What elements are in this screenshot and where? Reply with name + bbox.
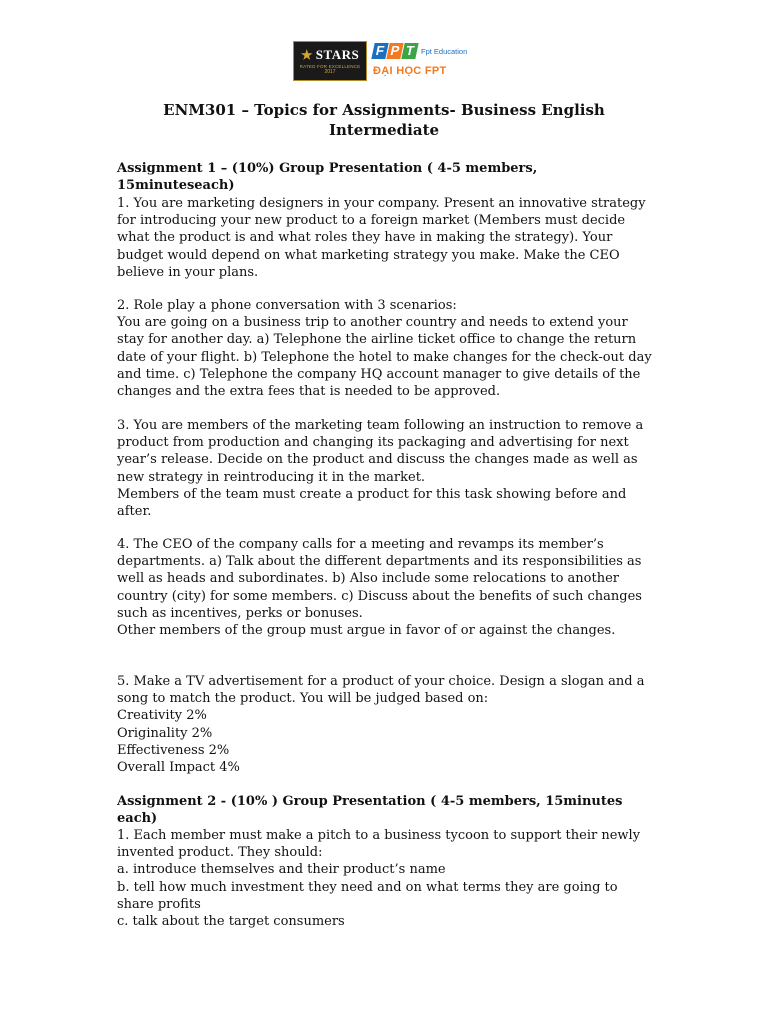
fpt-letter-p: P (386, 43, 403, 59)
text-line: Other members of the group must argue in favor of or against the changes. (117, 623, 616, 639)
stars-logo (293, 41, 367, 81)
text-line: 1. Each member must make a pitch to a business tycoon to support their newly (117, 828, 641, 843)
star-icon (301, 49, 313, 61)
assignment1-topic3 (117, 417, 657, 520)
fpt-university-label: ĐẠI HỌC FPT (373, 65, 447, 77)
assignment2-heading: Assignment 2 - (10% ) Group Presentation ( 4-5 members, 15minutes each) (117, 794, 623, 827)
text-line: You are going on a business trip to another country and needs to extend your (117, 315, 628, 331)
assignment1-topic4 (117, 536, 657, 639)
assignment2-topic1 (117, 827, 657, 930)
page-title (0, 100, 768, 140)
text-line: 1. You are marketing designers in your company. Present an innovative strategy (117, 196, 646, 211)
assignment1-topic5 (117, 673, 657, 776)
criteria-item: Effectiveness 2% (117, 742, 230, 758)
text-line: invented product. They should: (117, 845, 323, 861)
text-line: 4. The CEO of the company calls for a meeting and revamps its member’s (117, 537, 604, 552)
text-line: such as incentives, perks or bonuses. (117, 605, 363, 621)
stars-logo-year: 2017 (324, 69, 336, 75)
text-line: date of your flight. b) Telephone the hotel to make changes for the check-out day (117, 349, 652, 365)
assignment1-topic2 (117, 297, 657, 400)
text-line: changes and the extra fees that is needed to be approved. (117, 384, 501, 400)
list-item: share profits (117, 896, 201, 912)
text-line: 2. Role play a phone conversation with 3 scenarios: (117, 298, 457, 313)
text-line: product from production and changing its packaging and advertising for next (117, 435, 629, 451)
fpt-logo (373, 41, 467, 77)
text-line: what the product is and what roles they have in making the strategy). Your (117, 230, 613, 246)
text-line: after. (117, 504, 152, 520)
assignment1-topic1 (117, 195, 657, 281)
text-line: 3. You are members of the marketing team following an instruction to remove a (117, 418, 644, 433)
text-line: believe in your plans. (117, 264, 259, 280)
text-line: new strategy in reintroducing it in the market. (117, 469, 426, 485)
criteria-item: Creativity 2% (117, 708, 207, 724)
criteria-item: Originality 2% (117, 725, 213, 741)
text-line: stay for another day. a) Telephone the airline ticket office to change the return (117, 332, 637, 348)
fpt-education-label: Fpt Education (421, 46, 468, 56)
fpt-letter-f: F (371, 43, 388, 59)
list-item: b. tell how much investment they need and on what terms they are going to (117, 879, 618, 895)
criteria-item: Overall Impact 4% (117, 760, 240, 776)
stars-logo-subtitle: RATED FOR EXCELLENCE (299, 64, 361, 69)
fpt-letter-t: T (401, 43, 418, 59)
list-item: c. talk about the target consumers (117, 914, 345, 930)
list-item: a. introduce themselves and their product’s name (117, 862, 446, 878)
text-line: well as heads and subordinates. b) Also include some relocations to another (117, 571, 619, 587)
title-line: Intermediate (328, 121, 440, 139)
text-line: budget would depend on what marketing strategy you make. Make the CEO (117, 247, 620, 263)
text-line: departments. a) Talk about the different departments and its responsibilities as (117, 554, 642, 570)
assignment1-heading: Assignment 1 – (10%) Group Presentation ( 4-5 members, 15minuteseach) (117, 161, 538, 194)
text-line: 5. Make a TV advertisement for a product of your choice. Design a slogan and a (117, 674, 645, 689)
header-logos (293, 41, 467, 85)
text-line: country (city) for some members. c) Discuss about the benefits of such changes (117, 588, 642, 604)
text-line: Members of the team must create a product for this task showing before and (117, 486, 627, 502)
text-line: for introducing your new product to a foreign market (Members must decide (117, 213, 626, 229)
title-line: ENM301 – Topics for Assignments- Business English (163, 101, 605, 119)
text-line: and time. c) Telephone the company HQ account manager to give details of the (117, 366, 641, 382)
text-line: song to match the product. You will be judged based on: (117, 691, 489, 707)
text-line: year’s release. Decide on the product and discuss the changes made as well as (117, 452, 638, 468)
stars-logo-word: STARS (315, 47, 360, 62)
